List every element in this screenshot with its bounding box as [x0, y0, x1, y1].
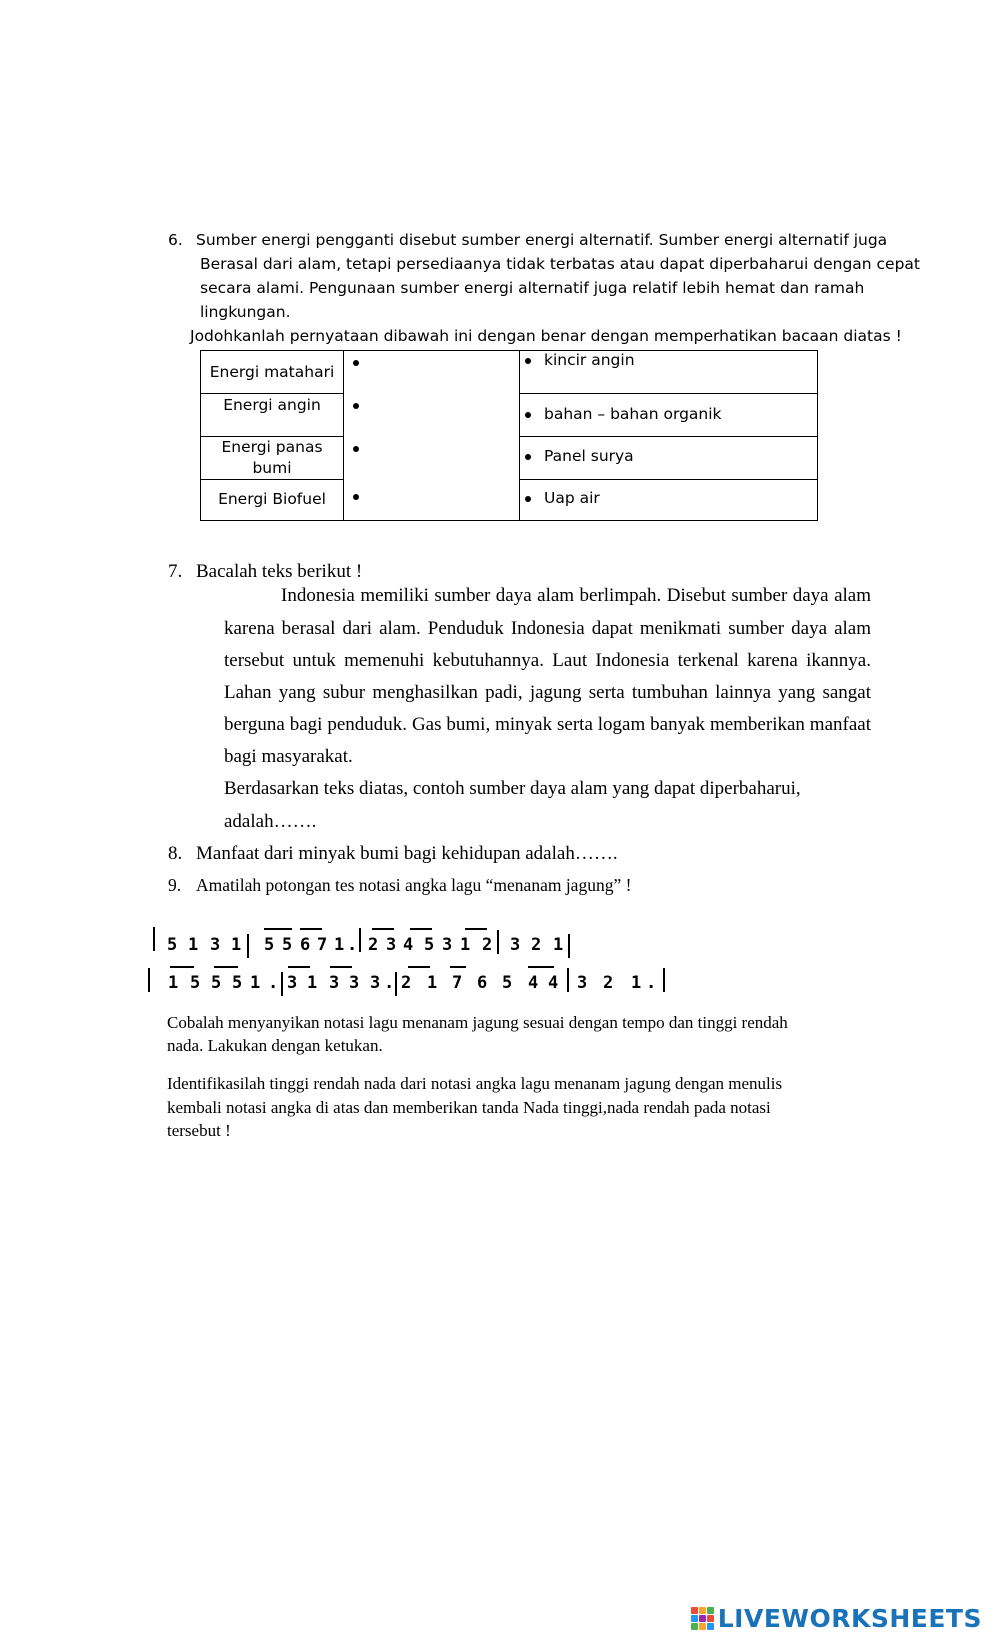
note: 6: [477, 973, 488, 993]
barline: [663, 968, 665, 992]
q6-number: 6.: [168, 231, 183, 249]
note: 3: [370, 973, 381, 993]
barline: [567, 968, 569, 992]
note: 1: [188, 935, 199, 955]
left-connector-dot-4[interactable]: [353, 494, 359, 500]
beam-line: [264, 928, 292, 930]
note: 2: [368, 935, 379, 955]
note: 3: [386, 935, 397, 955]
note: .: [347, 935, 358, 955]
liveworksheets-logo: [691, 1604, 982, 1633]
note: 4: [548, 973, 559, 993]
beam-line: [288, 966, 310, 968]
barline: [148, 968, 150, 992]
barline: [497, 930, 499, 954]
right-item-3: Panel surya: [544, 447, 634, 465]
q7-passage-line-4: Lahan yang subur menghasilkan padi, jagung serta tumbuhan lainnya yang sangat: [224, 682, 871, 703]
q6-instruction: Jodohkanlah pernyataan dibawah ini dengan benar dengan memperhatikan bacaan diatas !: [190, 327, 902, 345]
q6-line-3: secara alami. Pengunaan sumber energi alternatif juga relatif lebih hemat dan ramah: [200, 279, 865, 297]
note: 5: [211, 973, 222, 993]
q6-line-4: lingkungan.: [200, 303, 291, 321]
beam-line: [410, 928, 432, 930]
note: 7: [452, 973, 463, 993]
q7-heading: Bacalah teks berikut !: [196, 561, 363, 582]
note: 1: [307, 973, 318, 993]
left-item-2: Energi angin: [223, 396, 321, 414]
right-connector-dot-1[interactable]: [525, 358, 531, 364]
q6-line-1: Sumber energi pengganti disebut sumber energi alternatif. Sumber energi alternatif juga: [196, 231, 888, 249]
q9-para2-line-2: kembali notasi angka di atas dan memberikan tanda Nada tinggi,nada rendah pada notasi: [167, 1098, 771, 1117]
beam-line: [170, 966, 194, 968]
brand-name: LIVEWORKSHEETS: [717, 1604, 982, 1633]
q7-passage-line-2: karena berasal dari alam. Penduduk Indonesia dapat menikmati sumber daya alam: [224, 618, 871, 639]
barline: [153, 927, 155, 951]
right-item-2: bahan – bahan organik: [544, 405, 722, 423]
q9-number: 9.: [168, 875, 182, 895]
barline: [568, 934, 570, 958]
note: .: [268, 973, 279, 993]
left-connector-dot-2[interactable]: [353, 403, 359, 409]
right-item-4: Uap air: [544, 489, 600, 507]
left-item-1: Energi matahari: [209, 363, 335, 381]
note: 1: [250, 973, 261, 993]
note: 1: [168, 973, 179, 993]
note: 5: [424, 935, 435, 955]
note: 6: [300, 935, 311, 955]
note: 1: [460, 935, 471, 955]
right-item-1: kincir angin: [544, 351, 635, 369]
note: 4: [528, 973, 539, 993]
right-connector-dot-4[interactable]: [525, 496, 531, 502]
beam-line: [450, 966, 466, 968]
q6-line-2: Berasal dari alam, tetapi persediaanya tidak terbatas atau dapat diperbaharui dengan cepat: [200, 255, 921, 273]
beam-line: [408, 966, 430, 968]
note: 1: [631, 973, 642, 993]
left-connector-dot-1[interactable]: [353, 360, 359, 366]
note: 2: [401, 973, 412, 993]
note: 2: [482, 935, 493, 955]
barline: [247, 934, 249, 958]
q7-question-line-2: adalah…….: [224, 811, 317, 832]
logo-grid-icon: [691, 1607, 714, 1630]
q9-text: Amatilah potongan tes notasi angka lagu “menanam jagung” !: [196, 875, 632, 895]
q7-passage-line-6: bagi masyarakat.: [224, 746, 353, 767]
answer-area[interactable]: [343, 350, 520, 521]
q7-passage-line-1: Indonesia memiliki sumber daya alam berlimpah. Disebut sumber daya alam: [281, 585, 871, 606]
note: 3: [329, 973, 340, 993]
beam-line: [465, 928, 487, 930]
note: 3: [287, 973, 298, 993]
q7-passage-line-5: berguna bagi penduduk. Gas bumi, minyak serta logam banyak memberikan manfaat: [224, 714, 871, 735]
note: 5: [232, 973, 243, 993]
note: 1: [231, 935, 242, 955]
q9-para2-line-3: tersebut !: [167, 1121, 231, 1140]
q9-para2-line-1: Identifikasilah tinggi rendah nada dari notasi angka lagu menanam jagung dengan menulis: [167, 1074, 783, 1093]
note: 1: [334, 935, 345, 955]
barline: [359, 928, 361, 952]
note: 3: [510, 935, 521, 955]
q9-para1-line-2: nada. Lakukan dengan ketukan.: [167, 1036, 383, 1055]
note: 2: [531, 935, 542, 955]
q7-passage-line-3: tersebut untuk memenuhi kebutuhannya. Laut Indonesia terkenal karena ikannya.: [224, 650, 871, 671]
note: 4: [403, 935, 414, 955]
note: .: [384, 973, 395, 993]
note: 5: [264, 935, 275, 955]
q8-number: 8.: [168, 843, 183, 864]
right-connector-dot-3[interactable]: [525, 454, 531, 460]
left-item-4: Energi Biofuel: [218, 490, 326, 508]
note: 2: [603, 973, 614, 993]
left-item-3: Energi panas bumi: [221, 438, 323, 477]
note: 5: [282, 935, 293, 955]
beam-line: [372, 928, 394, 930]
note: 3: [349, 973, 360, 993]
q9-para1-line-1: Cobalah menyanyikan notasi lagu menanam jagung sesuai dengan tempo dan tinggi rendah: [167, 1013, 788, 1032]
note: 5: [167, 935, 178, 955]
beam-line: [528, 966, 554, 968]
left-connector-dot-3[interactable]: [353, 446, 359, 452]
q8-text: Manfaat dari minyak bumi bagi kehidupan adalah…….: [196, 843, 618, 864]
note: 1: [427, 973, 438, 993]
note: 3: [577, 973, 588, 993]
note: 5: [502, 973, 513, 993]
q7-question-line-1: Berdasarkan teks diatas, contoh sumber daya alam yang dapat diperbaharui,: [224, 778, 801, 799]
right-connector-dot-2[interactable]: [525, 412, 531, 418]
beam-line: [214, 966, 238, 968]
note: 3: [442, 935, 453, 955]
q7-number: 7.: [168, 561, 183, 582]
note: 3: [210, 935, 221, 955]
note: 7: [317, 935, 328, 955]
note: 1: [553, 935, 564, 955]
beam-line: [330, 966, 352, 968]
beam-line: [300, 928, 322, 930]
barline: [281, 972, 283, 996]
note: 5: [190, 973, 201, 993]
note: .: [646, 973, 657, 993]
barline: [395, 972, 397, 996]
